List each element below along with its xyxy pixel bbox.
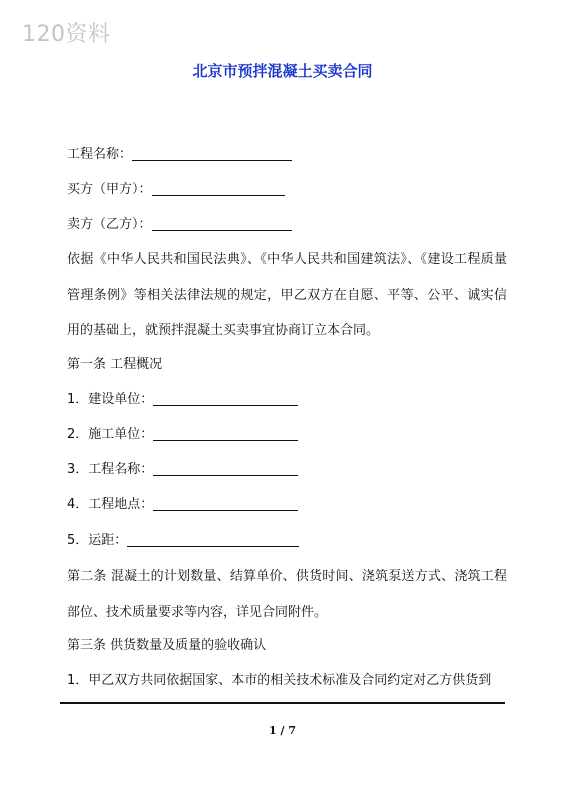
seller-field bbox=[67, 216, 292, 234]
item-label: 1．建设单位： bbox=[67, 392, 154, 407]
article1-item-1 bbox=[67, 391, 298, 409]
item-label: 4．工程地点： bbox=[67, 497, 154, 512]
item-label: 5．运距： bbox=[67, 533, 128, 548]
item-blank bbox=[153, 391, 298, 406]
buyer-blank bbox=[152, 181, 285, 196]
item-label: 2．施工单位： bbox=[67, 427, 154, 442]
document-title: 北京市预拌混凝土买卖合同 bbox=[192, 62, 373, 80]
project-name-label: 工程名称： bbox=[67, 147, 133, 162]
item-blank bbox=[127, 532, 299, 547]
footer-rule bbox=[60, 702, 505, 704]
buyer-label: 买方（甲方）： bbox=[67, 182, 152, 197]
article1-heading: 第一条 工程概况 bbox=[67, 357, 163, 372]
project-name-field bbox=[67, 146, 292, 164]
article2-paragraph: 第二条 混凝土的计划数量、结算单价、供货时间、浇筑泵送方式、浇筑工程部位、技术质量要求等内容，详见合同附件。 bbox=[67, 569, 507, 620]
article3-heading: 第三条 供货数量及质量的验收确认 bbox=[67, 638, 267, 653]
item-blank bbox=[153, 426, 298, 441]
buyer-field bbox=[67, 181, 285, 199]
article3-item-1: 1．甲乙双方共同依据国家、本市的相关技术标准及合同约定对乙方供货到 bbox=[67, 673, 492, 688]
seller-blank bbox=[152, 216, 292, 231]
watermark: 120资料 bbox=[22, 22, 111, 47]
article1-item-2 bbox=[67, 426, 298, 444]
item-label: 3．工程名称： bbox=[67, 462, 154, 477]
item-blank bbox=[153, 461, 298, 476]
project-name-blank bbox=[132, 146, 292, 161]
article1-item-4 bbox=[67, 496, 298, 514]
seller-label: 卖方（乙方）： bbox=[67, 217, 152, 232]
preamble-paragraph: 依据《中华人民共和国民法典》、《中华人民共和国建筑法》、《建设工程质量管理条例》等相关法律法规的规定，甲乙双方在自愿、平等、公平、诚实信用的基础上，就预拌混凝土买卖事宜协商订立本合同。 bbox=[67, 252, 507, 338]
page-number: 1 / 7 bbox=[269, 724, 296, 737]
item-blank bbox=[153, 496, 298, 511]
article1-item-3 bbox=[67, 461, 298, 479]
article1-item-5 bbox=[67, 532, 299, 550]
